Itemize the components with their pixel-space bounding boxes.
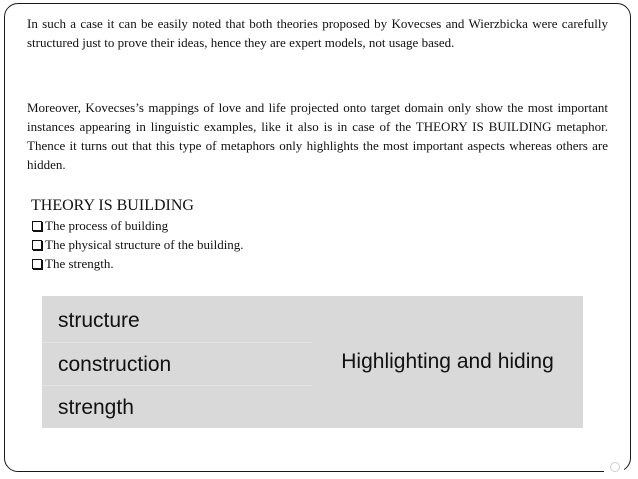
checkbox-bullet-icon: [32, 221, 42, 231]
checkbox-bullet-icon: [32, 259, 42, 269]
bullet-text: The physical structure of the building.: [45, 237, 244, 252]
table-row: strength: [42, 385, 312, 428]
theory-section: [31, 196, 431, 273]
section-title: THEORY IS BUILDING: [31, 197, 194, 214]
paragraph-1: In such a case it can be easily noted that both theories proposed by Kovecses and Wierzbicka were carefully structured just to prove their ideas, hence they are expert models, not usage based.: [27, 16, 608, 50]
highlighting-label: Highlighting and hiding: [341, 350, 554, 373]
bullet-item: [31, 216, 431, 235]
table-row: structure: [58, 309, 140, 332]
bullet-text: The strength.: [45, 256, 114, 271]
paragraph-2: Moreover, Kovecses’s mappings of love and life projected onto target domain only show the most important instances appearing in linguistic examples, like it also is in case of the THEORY IS BUILDING metaphor. Thence it turns out that this type of metaphors only highlights the most important aspects whereas others are hidden.: [27, 100, 608, 172]
bullet-text: The process of building: [45, 218, 169, 233]
table-row: construction: [42, 342, 312, 385]
highlight-table: [42, 296, 583, 428]
page-indicator: [604, 461, 624, 473]
checkbox-bullet-icon: [32, 240, 42, 250]
bullet-item: [31, 254, 431, 273]
bullet-item: [31, 235, 431, 254]
